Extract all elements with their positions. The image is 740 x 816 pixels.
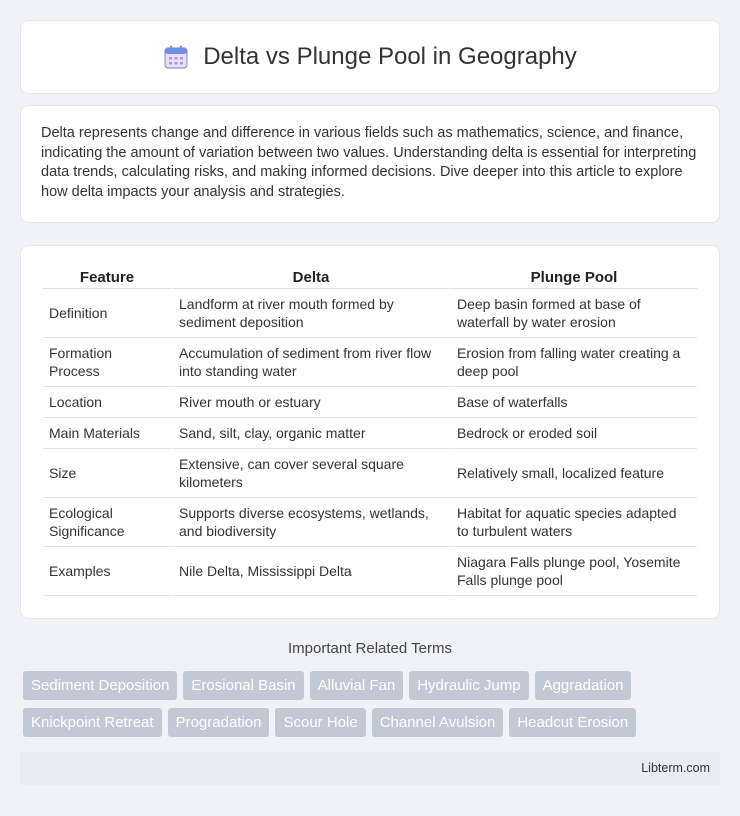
header-feature: Feature: [43, 266, 173, 289]
table-row: [43, 418, 697, 449]
table-row: [43, 387, 697, 418]
row-delta: Accumulation of sediment from river flow into standing water: [173, 338, 451, 387]
row-delta: River mouth or estuary: [173, 387, 451, 418]
related-term-tag[interactable]: Aggradation: [535, 671, 632, 700]
calendar-icon: [163, 44, 189, 70]
row-delta: Landform at river mouth formed by sediment deposition: [173, 289, 451, 338]
row-feature: Ecological Significance: [43, 498, 173, 547]
row-plunge-pool: Erosion from falling water creating a deep pool: [451, 338, 697, 387]
related-term-tag[interactable]: Knickpoint Retreat: [23, 708, 162, 737]
related-term-tag[interactable]: Progradation: [168, 708, 270, 737]
table-header-row: [43, 266, 697, 289]
row-plunge-pool: Base of waterfalls: [451, 387, 697, 418]
comparison-table: [43, 266, 697, 596]
table-row: [43, 449, 697, 498]
related-term-tag[interactable]: Scour Hole: [275, 708, 365, 737]
header-plunge-pool: Plunge Pool: [451, 266, 697, 289]
row-feature: Main Materials: [43, 418, 173, 449]
footer-site-link[interactable]: Libterm.com: [641, 761, 710, 775]
row-delta: Sand, silt, clay, organic matter: [173, 418, 451, 449]
row-plunge-pool: Deep basin formed at base of waterfall by water erosion: [451, 289, 697, 338]
table-row: [43, 547, 697, 596]
footer: [20, 752, 720, 785]
row-plunge-pool: Habitat for aquatic species adapted to turbulent waters: [451, 498, 697, 547]
row-plunge-pool: Relatively small, localized feature: [451, 449, 697, 498]
row-delta: Supports diverse ecosystems, wetlands, and biodiversity: [173, 498, 451, 547]
row-feature: Size: [43, 449, 173, 498]
row-feature: Definition: [43, 289, 173, 338]
intro-text: Delta represents change and difference in various fields such as mathematics, science, and finance, indicating the amount of variation between two values. Understanding delta is essential for interpreting data trends, calculating risks, and making informed decisions. Dive deeper into this article to explore how delta impacts your analysis and strategies.: [41, 125, 697, 200]
row-delta: Extensive, can cover several square kilometers: [173, 449, 451, 498]
row-plunge-pool: Bedrock or eroded soil: [451, 418, 697, 449]
related-term-tag[interactable]: Alluvial Fan: [310, 671, 404, 700]
header-delta: Delta: [173, 266, 451, 289]
row-feature: Formation Process: [43, 338, 173, 387]
row-feature: Examples: [43, 547, 173, 596]
related-terms-list: [23, 671, 723, 745]
row-delta: Nile Delta, Mississippi Delta: [173, 547, 451, 596]
intro-card: [20, 105, 720, 223]
comparison-table-card: [20, 245, 720, 619]
related-term-tag[interactable]: Erosional Basin: [183, 671, 303, 700]
page-title: Delta vs Plunge Pool in Geography: [203, 43, 577, 70]
title-card: [20, 20, 720, 94]
table-row: [43, 338, 697, 387]
related-term-tag[interactable]: Channel Avulsion: [372, 708, 504, 737]
row-plunge-pool: Niagara Falls plunge pool, Yosemite Falls plunge pool: [451, 547, 697, 596]
related-term-tag[interactable]: Sediment Deposition: [23, 671, 177, 700]
related-term-tag[interactable]: Headcut Erosion: [509, 708, 636, 737]
related-terms-title: Important Related Terms: [288, 640, 452, 657]
table-row: [43, 498, 697, 547]
related-term-tag[interactable]: Hydraulic Jump: [409, 671, 528, 700]
row-feature: Location: [43, 387, 173, 418]
table-row: [43, 289, 697, 338]
